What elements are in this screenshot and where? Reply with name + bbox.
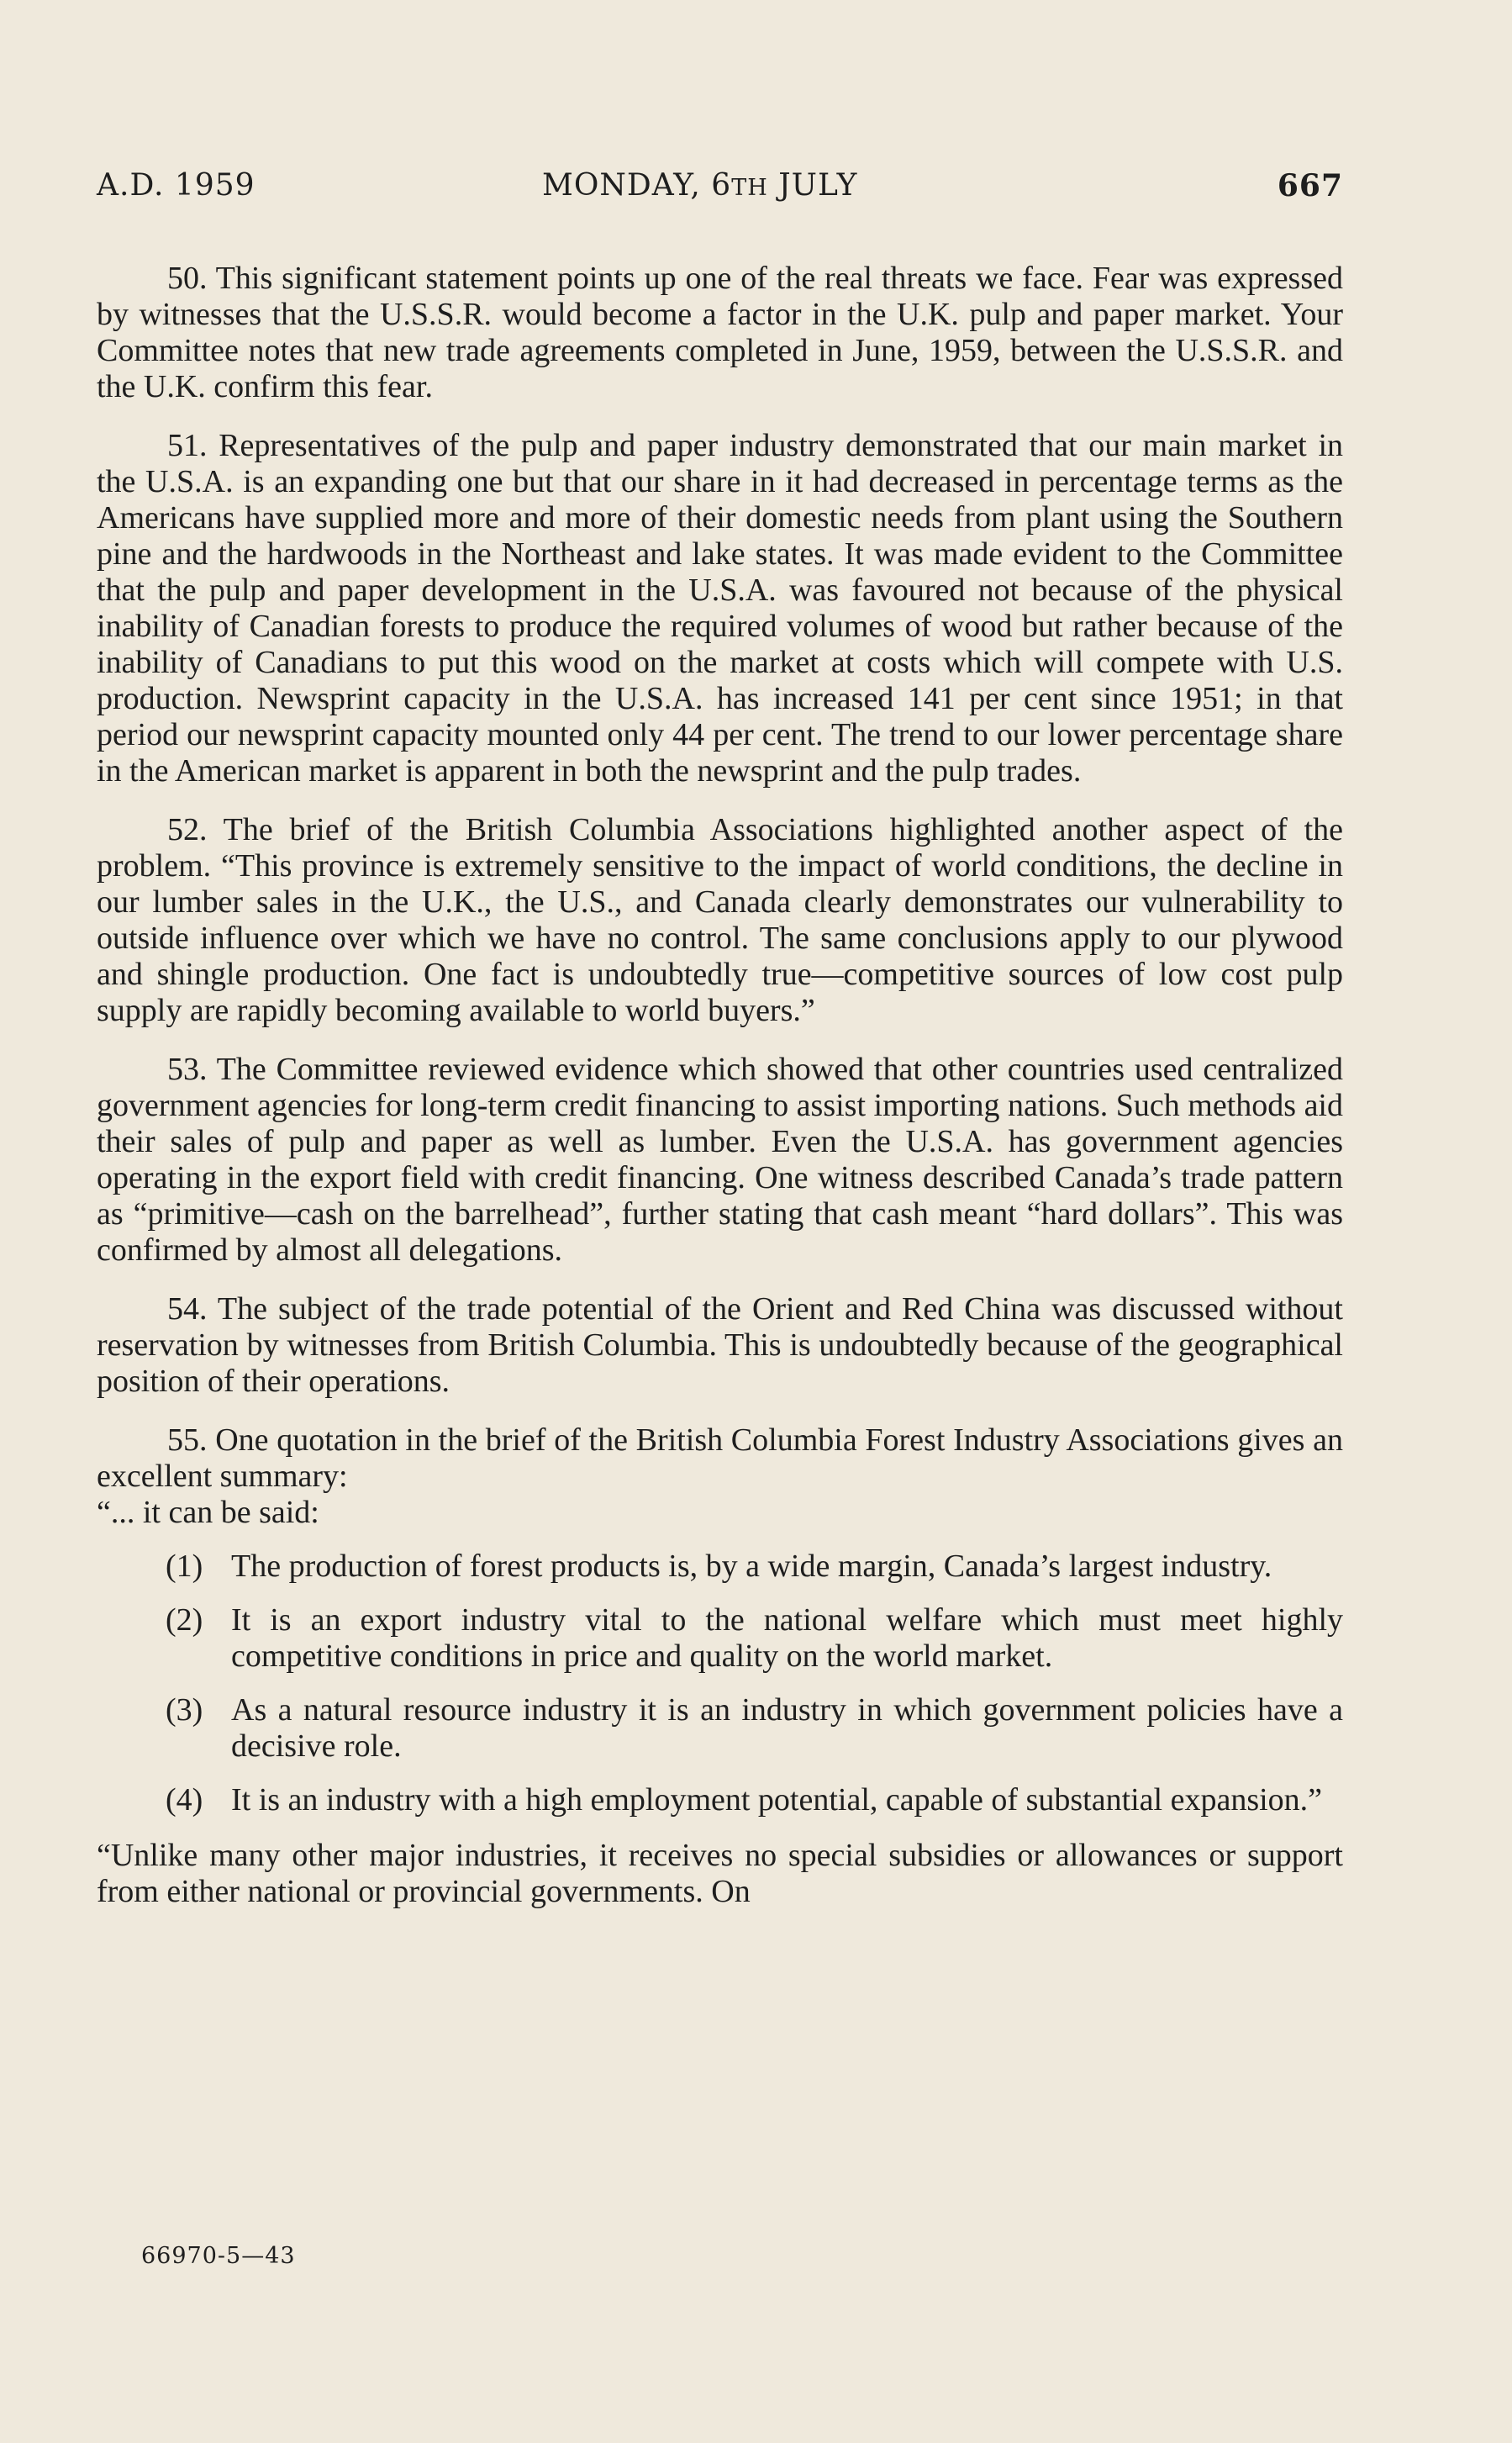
list-item-text: As a natural resource industry it is an industry in which government policies have a decisive role. xyxy=(231,1692,1343,1764)
list-item-text: The production of forest products is, by a wide margin, Canada’s largest industry. xyxy=(231,1549,1272,1584)
header-date xyxy=(542,168,857,203)
paragraph-50: 50. This significant statement points up one of the real threats we face. Fear was expressed by witnesses that the U.S.S.R. would become a factor in the U.K. pulp and paper market. Your Committee notes that new trade agreements completed in June, 1959, between the U.S.S.R. and the U.K. confirm this fear. xyxy=(97,261,1343,404)
header-date-suffix: JULY xyxy=(767,168,858,203)
page-number: 667 xyxy=(1277,168,1343,203)
list-item-number: (1) xyxy=(166,1549,203,1584)
printer-signature: 66970-5—43 xyxy=(141,2243,296,2269)
paragraph-51: 51. Representatives of the pulp and paper industry demonstrated that our main market in the U.S.A. is an expanding one but that our share in it had decreased in percentage terms as the Americans have supplied more and more of their domestic needs from plant using the Southern pine and the hardwoods in the Northeast and lake states. It was made evident to the Committee that the pulp and paper development in the U.S.A. was favoured not because of the physical inability of Canadian forests to produce the required volumes of wood but rather because of the inability of Canadians to put this wood on the market at costs which will compete with U.S. production. Newsprint capacity in the U.S.A. has increased 141 per cent since 1951; in that period our newsprint capacity mounted only 44 per cent. The trend to our lower percentage share in the American market is apparent in both the newsprint and the pulp trades. xyxy=(97,428,1343,789)
list-item-text: It is an industry with a high employment potential, capable of substantial expansion.” xyxy=(231,1782,1323,1818)
list-item xyxy=(97,1602,1343,1675)
page-body xyxy=(97,261,1343,1910)
list-item xyxy=(97,1549,1343,1585)
list-item-number: (2) xyxy=(166,1602,203,1638)
list-item-number: (4) xyxy=(166,1782,203,1818)
quote-intro: “... it can be said: xyxy=(97,1495,319,1530)
list-item-number: (3) xyxy=(166,1692,203,1728)
header-date-ordinal: TH xyxy=(731,175,768,201)
paragraph-53: 53. The Committee reviewed evidence which showed that other countries used centralized government agencies for long-term credit financing to assist importing nations. Such methods aid their sales of pulp and paper as well as lumber. Even the U.S.A. has government agencies operating in the export field with credit financing. One witness described Canada’s trade pattern as “primitive—cash on the barrelhead”, further stating that cash meant “hard dollars”. This was confirmed by almost all delegations. xyxy=(97,1052,1343,1268)
running-header xyxy=(97,168,1343,210)
final-paragraph: “Unlike many other major industries, it receives no special subsidies or allowances or support from either national or provincial governments. On xyxy=(97,1838,1343,1909)
quoted-list xyxy=(97,1549,1343,1818)
paragraph-54: 54. The subject of the trade potential of the Orient and Red China was discussed without reservation by witnesses from British Columbia. This is undoubtedly because of the geographical position of their operations. xyxy=(97,1291,1343,1399)
list-item-text: It is an export industry vital to the national welfare which must meet highly competitive conditions in price and quality on the world market. xyxy=(231,1602,1343,1674)
paragraph-52: 52. The brief of the British Columbia Associations highlighted another aspect of the problem. “This province is extremely sensitive to the impact of world conditions, the decline in our lumber sales in the U.K., the U.S., and Canada clearly demonstrates our vulnerability to outside influence over which we have no control. The same conclusions apply to our plywood and shingle production. One fact is undoubtedly true—competitive sources of low cost pulp supply are rapidly becoming available to world buyers.” xyxy=(97,812,1343,1028)
header-date-prefix: MONDAY, 6 xyxy=(542,168,732,203)
header-year: A.D. 1959 xyxy=(97,168,256,203)
list-item xyxy=(97,1692,1343,1765)
paragraph-55: 55. One quotation in the brief of the British Columbia Forest Industry Associations gives an excellent summary: xyxy=(97,1422,1343,1494)
list-item xyxy=(97,1782,1343,1818)
